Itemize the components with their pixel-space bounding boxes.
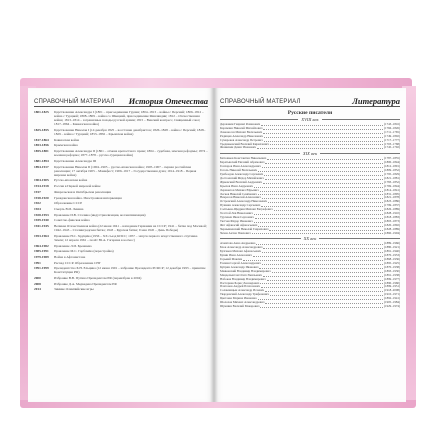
writer-years: (1892–1941) (384, 296, 400, 301)
dot-leader (252, 232, 383, 235)
history-row (34, 282, 208, 286)
writer-years: (1880–1921) (384, 245, 400, 250)
writers-list (220, 110, 400, 309)
history-row (34, 234, 208, 242)
writer-name: Шолохов Михаил Александрович (220, 300, 265, 305)
dot-leader (256, 242, 383, 245)
writer-row (220, 305, 400, 309)
dot-leader (264, 173, 383, 176)
dot-leader (264, 135, 383, 138)
history-row (34, 138, 208, 142)
writer-name: Блок Александр Александрович (220, 245, 263, 250)
writer-name: Карамзин Николай Михайлович (220, 125, 263, 130)
dot-leader (263, 127, 383, 130)
writer-name: Набоков Владимир Владимирович (220, 276, 266, 281)
history-text: Правление Н.С. Хрущёва (1956 – XX съезд КПСС; 1957 – запуск первого искусственного спутника Земли; 12 апреля 1961 – полёт Ю.А. Гагарина в космос) (54, 233, 198, 242)
history-year: 2000 (34, 276, 41, 281)
history-row (34, 207, 208, 211)
writer-name: Салтыков-Щедрин Михаил Евграфович (220, 207, 273, 212)
history-row (34, 287, 208, 291)
writer-years: (1895–1925) (384, 261, 400, 265)
writer-years: (1820–1892) (384, 222, 400, 227)
writer-years: (1899–1977) (384, 276, 400, 281)
writer-years: (1749–1802) (384, 133, 400, 138)
history-year: 1941-1945 (34, 223, 49, 228)
history-year: 1953-1964 (34, 233, 49, 238)
history-row (34, 261, 208, 265)
writer-years: (1795–1829) (384, 171, 400, 176)
dot-leader (263, 246, 383, 249)
history-text: Россия в Первой мировой войне (54, 184, 101, 189)
history-text: Президентство Б.Н. Ельцина (12 июня 1991 – избрание Президента РСФСР; 12 декабря 1993 – принятие Конституции РФ) (54, 266, 206, 275)
writer-name: Бунин Иван Алексеевич (220, 253, 252, 258)
history-year: 1825-1855 (34, 127, 49, 132)
writer-name: Пастернак Борис Леонидович (220, 280, 260, 285)
century-label: XX век (303, 236, 317, 242)
dot-leader (260, 189, 383, 192)
dot-leader (262, 196, 383, 199)
writer-name: Гончаров Иван Александрович (220, 164, 261, 169)
dot-leader (264, 139, 383, 142)
writer-row (220, 232, 400, 236)
writer-name: Маяковский Владимир Владимирович (220, 268, 271, 273)
dot-leader (272, 270, 383, 273)
dot-leader (257, 146, 383, 149)
writer-name: Жуковский Василий Андреевич (220, 179, 262, 184)
dot-leader (265, 161, 383, 164)
dot-leader (269, 228, 383, 231)
left-page (28, 88, 214, 402)
writer-years: (1821–1878) (384, 195, 400, 200)
dot-leader (258, 224, 383, 227)
history-year: 1881-1894 (34, 158, 49, 163)
writer-name: Куприн Александр Иванович (220, 264, 259, 269)
left-header-title: История Отечества (128, 96, 208, 106)
century-label: XVIII век (301, 117, 319, 122)
history-year: 1922 (34, 201, 41, 206)
history-year: 1801-1825 (34, 110, 49, 114)
dot-leader (265, 177, 383, 180)
dot-leader (255, 216, 383, 219)
writer-name: Пушкин Александр Сергеевич (220, 203, 261, 208)
writer-years: (1870–1953) (384, 253, 400, 258)
writer-name: Булгаков Михаил Афанасьевич (220, 249, 262, 254)
history-row (34, 249, 208, 253)
dot-leader (270, 293, 383, 296)
history-text: Правление М.С. Горбачёва (перестройка) (54, 249, 114, 254)
history-year: 1904-1905 (34, 178, 49, 183)
right-header-label: СПРАВОЧНЫЙ МАТЕРИАЛ (220, 99, 301, 105)
right-header-title: Литература (352, 96, 400, 106)
writer-name: Грибоедов Александр Сергеевич (220, 171, 264, 176)
writer-name: Батюшков Константин Николаевич (220, 156, 267, 161)
writer-name: Платонов Андрей Платонович (220, 284, 260, 289)
writer-years: (1800–1844) (384, 160, 400, 165)
writer-name: Лермонтов Михаил Юрьевич (220, 187, 259, 192)
history-text: Великая Отечественная война (22 июня 1941 – нападение Германии на СССР; 1941 – битва под Москвой; 1942–1943 – Сталинградская битва; 1943 – Курская битва; 9 мая 1945 – День Победы) (54, 223, 207, 233)
dot-leader (258, 193, 383, 196)
history-year: 1924 (34, 206, 41, 211)
dot-leader (263, 131, 383, 134)
history-year: 1894-1917 (34, 164, 49, 169)
writer-years: (1889–1966) (384, 241, 400, 246)
history-text: Царствование Николая II (1904–1905 – русско-японская война; 1905–1907 – первая российская революция; 17 октября 1905 – Манифест; 1906–1917 – Государственная дума; 1914–1918 – Первая мировая война) (54, 164, 197, 177)
writer-name: Лесков Николай Семёнович (220, 191, 257, 196)
dot-leader (258, 297, 383, 300)
writer-name: Достоевский Фёдор Михайлович (220, 175, 264, 180)
history-row (34, 178, 208, 182)
dot-leader (253, 254, 383, 257)
writer-name: Фет Афанасий Афанасьевич (220, 222, 258, 227)
dot-leader (270, 143, 383, 146)
century-label: XIX век (302, 151, 318, 157)
writer-name: Есенин Сергей Александрович (220, 261, 261, 265)
writer-years: (1828–1910) (384, 211, 400, 216)
history-year: 1817-1864 (34, 137, 49, 142)
dot-leader (261, 285, 383, 288)
writer-years: (1743–1816) (384, 122, 400, 126)
writer-years: (1717–1777) (384, 137, 400, 142)
dot-leader (267, 157, 383, 160)
history-row (34, 128, 208, 136)
writer-years: (1766–1826) (384, 125, 400, 130)
dot-leader (254, 212, 383, 215)
writer-years: (1823–1886) (384, 199, 400, 204)
history-row (34, 213, 208, 217)
writer-name: Мандельштам Осип Эмильевич (220, 272, 262, 277)
writer-years: (1890–1960) (384, 280, 400, 285)
writer-years: (1891–1940) (384, 249, 400, 254)
dot-leader (262, 250, 383, 253)
right-page (214, 88, 406, 402)
history-text: Война в Афганистане (54, 254, 86, 259)
history-year: 2014 (34, 287, 41, 292)
history-text: Кавказская война (54, 137, 80, 142)
writer-years: (1812–1891) (384, 164, 400, 169)
history-row (34, 266, 208, 274)
history-row (34, 184, 208, 188)
spine-shadow (210, 88, 218, 402)
writer-years: (1809–1852) (384, 168, 400, 173)
dot-leader (254, 185, 383, 188)
writer-years: (1783–1852) (384, 179, 400, 184)
writer-years: (1828–1889) (384, 226, 400, 231)
history-year: 1917 (34, 189, 41, 194)
writer-name: Твардовский Александр Трифонович (220, 292, 269, 297)
writer-years: (1703–1768) (384, 141, 400, 146)
dot-leader (261, 204, 383, 207)
writer-years: (1891–1938) (384, 272, 400, 277)
writer-years: (1769–1844) (384, 183, 400, 188)
dot-leader (262, 165, 383, 168)
history-row (34, 201, 208, 205)
writer-name: Тютчев Фёдор Иванович (220, 218, 253, 223)
dot-leader (265, 289, 383, 292)
dot-leader (243, 258, 383, 261)
writer-name: Державин Гавриил Романович (220, 122, 261, 126)
writer-name: Тредиаковский Василий Кириллович (220, 141, 269, 146)
writer-name: Шукшин Василий Макарович (220, 303, 260, 308)
writer-name: Чехов Антон Павлович (220, 230, 251, 235)
writer-name: Ломоносов Михаил Васильевич (220, 129, 263, 134)
dot-leader (260, 282, 383, 285)
writer-years: (1893–1930) (384, 268, 400, 273)
history-text: Зимние Олимпийские игры (54, 287, 94, 292)
writer-years: (1831–1895) (384, 191, 400, 196)
history-year: 1928-1953 (34, 212, 49, 217)
history-year: 1914-1918 (34, 184, 49, 189)
history-row (34, 276, 208, 280)
writer-name: Чернышевский Николай Гаврилович (220, 226, 269, 231)
history-row (34, 110, 208, 126)
history-text: Смерть В.И. Ленина (54, 206, 84, 211)
dot-leader (267, 278, 383, 281)
writer-years: (1818–1883) (384, 214, 400, 219)
history-text: Правление Л.И. Брежнева (54, 243, 92, 248)
history-text: Советско-финская война (54, 218, 90, 223)
dot-leader (268, 200, 383, 203)
dot-leader (262, 262, 383, 265)
history-text: Правление И.В. Сталина (индустриализация, коллективизация) (54, 212, 146, 217)
dot-leader (259, 266, 383, 269)
writer-years: (1868–1936) (384, 257, 400, 262)
dot-leader (260, 305, 383, 308)
history-row (34, 196, 208, 200)
writer-years: (1711–1765) (384, 129, 400, 134)
writer-years: (1821–1881) (384, 175, 400, 180)
history-year: 1991-1999 (34, 266, 49, 271)
writers-body (220, 117, 400, 309)
writer-name: Толстой Лев Николаевич (220, 211, 253, 216)
writer-name: Островский Александр Николаевич (220, 199, 268, 204)
writer-name: Фонвизин Денис Иванович (220, 145, 256, 150)
history-text: Царствование Александра I (1801 – присоединение Грузии; 1804–1813 – войны с Персией; 1806–1812 – война с Турцией; 1808–1809 – война со Швецией, присоединение Финляндии; 1812 – Отечественная война; 1813–1814 – заграничные походы русской армии; 1815 – Венский конгресс, Священный союз; 1817–1864 – Кавказская война) (54, 110, 204, 127)
writer-name: Ахматова Анна Андреевна (220, 241, 256, 246)
writer-years: (1929–1974) (384, 303, 400, 308)
history-year: 1964-1982 (34, 243, 49, 248)
history-text: Крымская война (54, 143, 78, 148)
writer-years: (1910–1971) (384, 292, 400, 297)
writer-row (220, 146, 400, 150)
dot-leader (254, 220, 383, 223)
writer-name: Радищев Александр Николаевич (220, 133, 263, 138)
writer-name: Гоголь Николай Васильевич (220, 168, 258, 173)
history-row (34, 149, 208, 157)
writer-name: Сумароков Александр Петрович (220, 137, 263, 142)
left-page-header (34, 94, 208, 107)
history-year: 2008 (34, 281, 41, 286)
history-row (34, 190, 208, 194)
dot-leader (263, 181, 383, 184)
writer-name: Баратынский Евгений Абрамович (220, 160, 265, 165)
history-row (34, 159, 208, 163)
writer-years: (1918–2008) (384, 288, 400, 293)
history-row (34, 244, 208, 248)
history-text: Русско-японская война (54, 178, 88, 183)
writer-years: (1814–1841) (384, 187, 400, 192)
writer-years: (1899–1951) (384, 284, 400, 289)
history-year: 1918-1920 (34, 195, 49, 200)
history-row (34, 143, 208, 147)
writer-name: Крылов Иван Андреевич (220, 183, 253, 188)
writers-section-title: Русские писатели (287, 110, 333, 116)
writer-years: (1745–1792) (384, 145, 400, 150)
history-text: Царствование Александра II (1861 – отмена крепостного права; 1864 – судебная, земская реформы; 1874 – военная реформа; 1877–1878 – русско-турецкая война) (54, 149, 208, 158)
history-text: Избрание Д.А. Медведева Президентом РФ (54, 281, 117, 286)
history-text: Царствование Александра III (54, 158, 97, 163)
writer-name: Тургенев Иван Сергеевич (220, 214, 254, 219)
history-year: 1991 (34, 260, 41, 265)
writer-years: (1905–1984) (384, 300, 400, 305)
writer-name: Цветаева Марина Ивановна (220, 296, 257, 301)
history-year: 1855-1881 (34, 149, 49, 154)
dot-leader (258, 169, 383, 172)
writer-years: (1826–1889) (384, 207, 400, 212)
history-row (34, 218, 208, 222)
writer-years: (1799–1837) (384, 203, 400, 208)
history-table (34, 110, 208, 293)
history-year: 1853-1856 (34, 143, 49, 148)
history-text: Образование СССР (54, 201, 83, 206)
writer-years: (1870–1938) (384, 264, 400, 269)
history-text: Гражданская война. Иностранная интервенция (54, 195, 122, 200)
left-header-label: СПРАВОЧНЫЙ МАТЕРИАЛ (34, 99, 115, 105)
writer-name: Некрасов Николай Алексеевич (220, 195, 261, 200)
dot-leader (274, 208, 384, 211)
history-text: Избрание В.В. Путина Президентом РФ (переизбран в 2004) (54, 276, 142, 281)
writer-years: (1860–1904) (384, 230, 400, 235)
history-text: Царствование Николая I (14 декабря 1825 – восстание декабристов; 1826–1828 – война с Персией; 1828–1829 – война с Турцией; 1853–1856 – Крымская война) (54, 127, 206, 137)
history-row (34, 255, 208, 259)
writer-name: Горький Максим (220, 257, 243, 262)
history-row (34, 165, 208, 177)
history-year: 1985-1991 (34, 249, 49, 254)
right-page-header (220, 94, 400, 107)
history-text: Февральская и Октябрьская революции (54, 189, 112, 194)
writer-years: (1787–1855) (384, 156, 400, 161)
dot-leader (261, 123, 383, 126)
history-row (34, 224, 208, 232)
writer-name: Солженицын Александр Исаевич (220, 288, 265, 293)
history-year: 1939-1940 (34, 218, 49, 223)
history-year: 1979-1989 (34, 254, 49, 259)
history-text: Распад СССР. Образование СНГ (54, 260, 101, 265)
dot-leader (265, 301, 383, 304)
writer-years: (1803–1873) (384, 218, 400, 223)
dot-leader (263, 274, 383, 277)
